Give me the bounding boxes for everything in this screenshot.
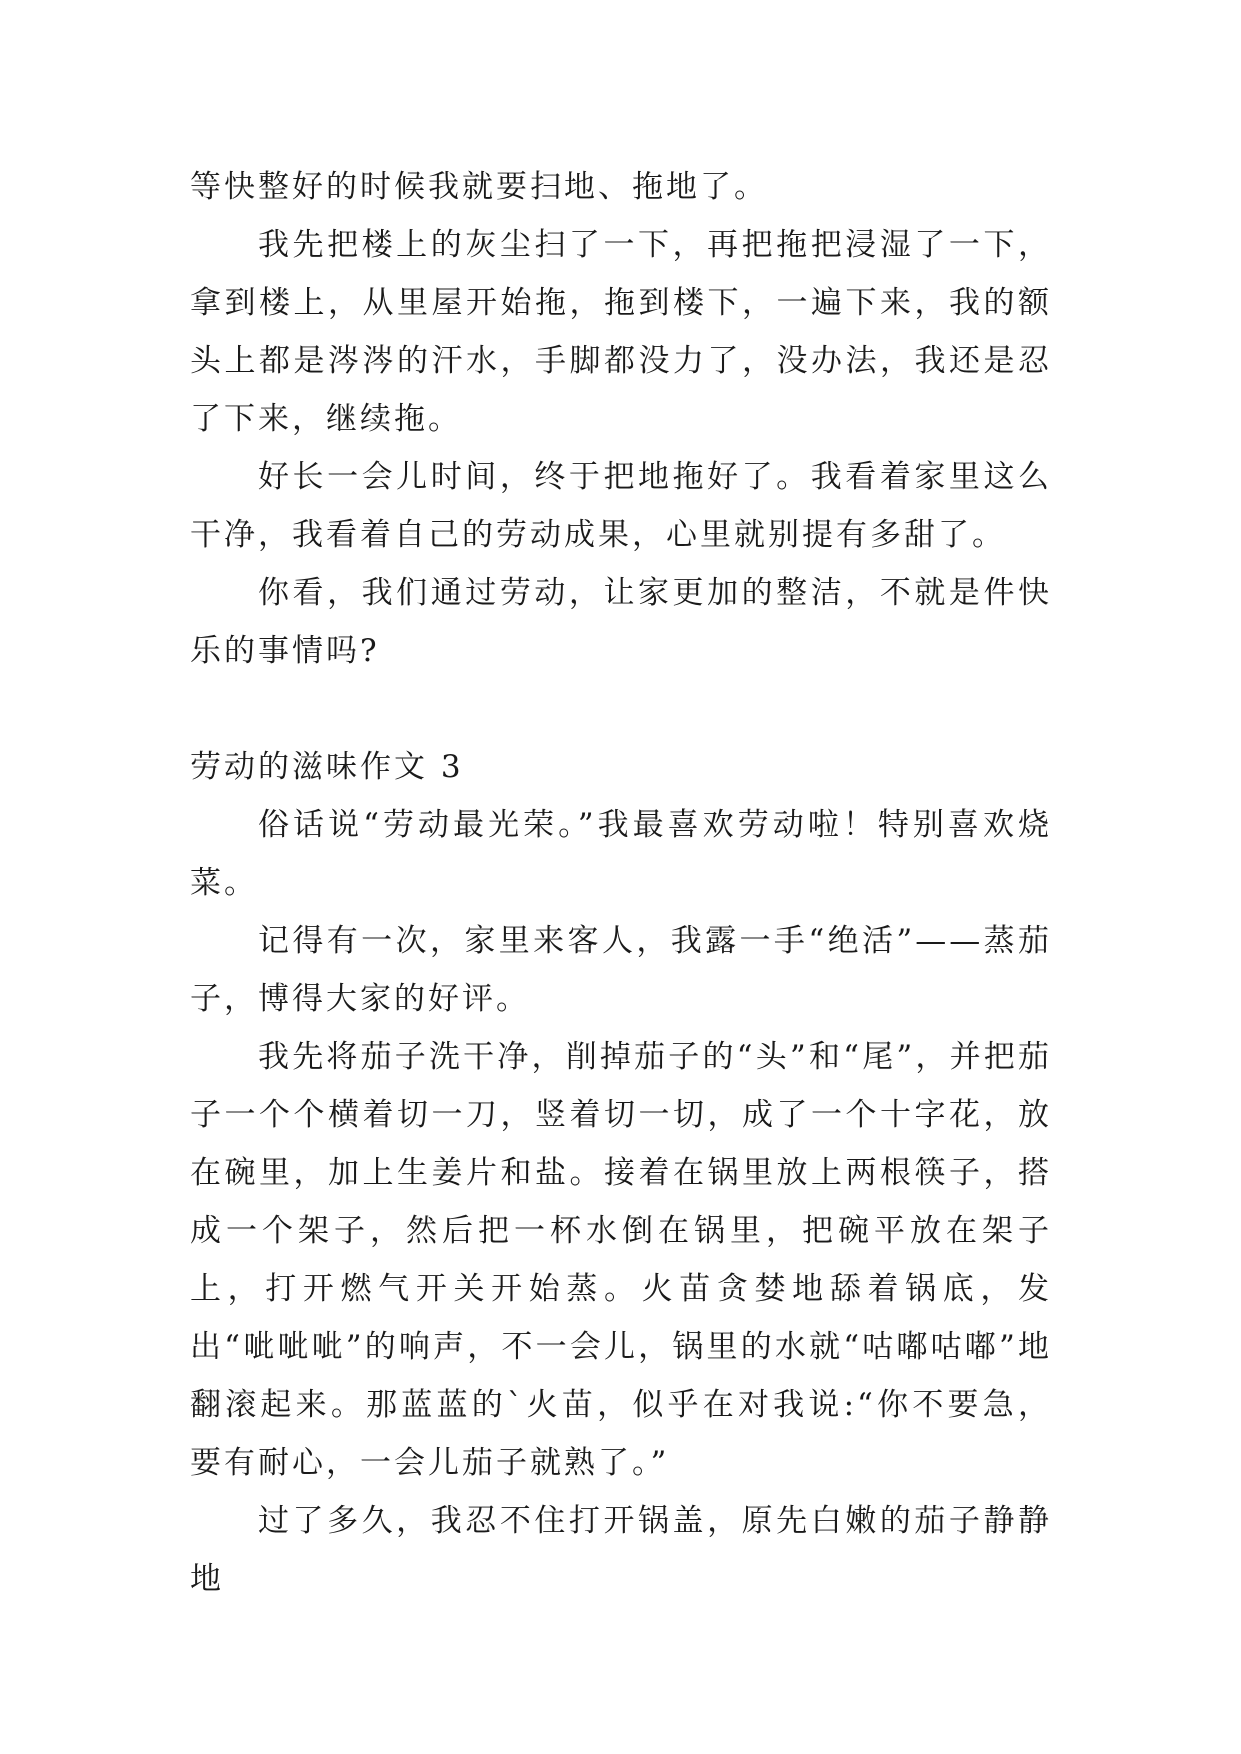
paragraph: 记得有一次，家里来客人，我露一手“绝活”——蒸茄子，博得大家的好评。 [190,923,1052,1017]
paragraph: 你看，我们通过劳动，让家更加的整洁，不就是件快乐的事情吗? [190,575,1052,669]
paragraph: 我先将茄子洗干净，削掉茄子的“头”和“尾”，并把茄子一个个横着切一刀，竖着切一切，成了一个十字花，放在碗里，加上生姜片和盐。接着在锅里放上两根筷子，搭成一个架子，然后把一杯水倒在锅里，把碗平放在架子上，打开燃气开关开始蒸。火苗贪婪地舔着锅底，发出“呲呲呲”的响声，不一会儿，锅里的水就“咕嘟咕嘟”地翻滚起来。那蓝蓝的`火苗，似乎在对我说:“你不要急，要有耐心，一会儿茄子就熟了。” [190,1039,1052,1481]
paragraph: 俗话说“劳动最光荣。”我最喜欢劳动啦！特别喜欢烧菜。 [190,807,1052,901]
paragraph: 我先把楼上的灰尘扫了一下，再把拖把浸湿了一下，拿到楼上，从里屋开始拖，拖到楼下，一遍下来，我的额头上都是涔涔的汗水，手脚都没力了，没办法，我还是忍了下来，继续拖。 [190,227,1052,437]
paragraph: 等快整好的时候我就要扫地、拖地了。 [190,169,768,205]
paragraph: 好长一会儿时间，终于把地拖好了。我看着家里这么干净，我看着自己的劳动成果，心里就别提有多甜了。 [190,459,1052,553]
section-title: 劳动的滋味作文 3 [190,749,464,785]
paragraph: 过了多久，我忍不住打开锅盖，原先白嫩的茄子静静地 [190,1503,1052,1597]
document-body [190,158,1052,1608]
